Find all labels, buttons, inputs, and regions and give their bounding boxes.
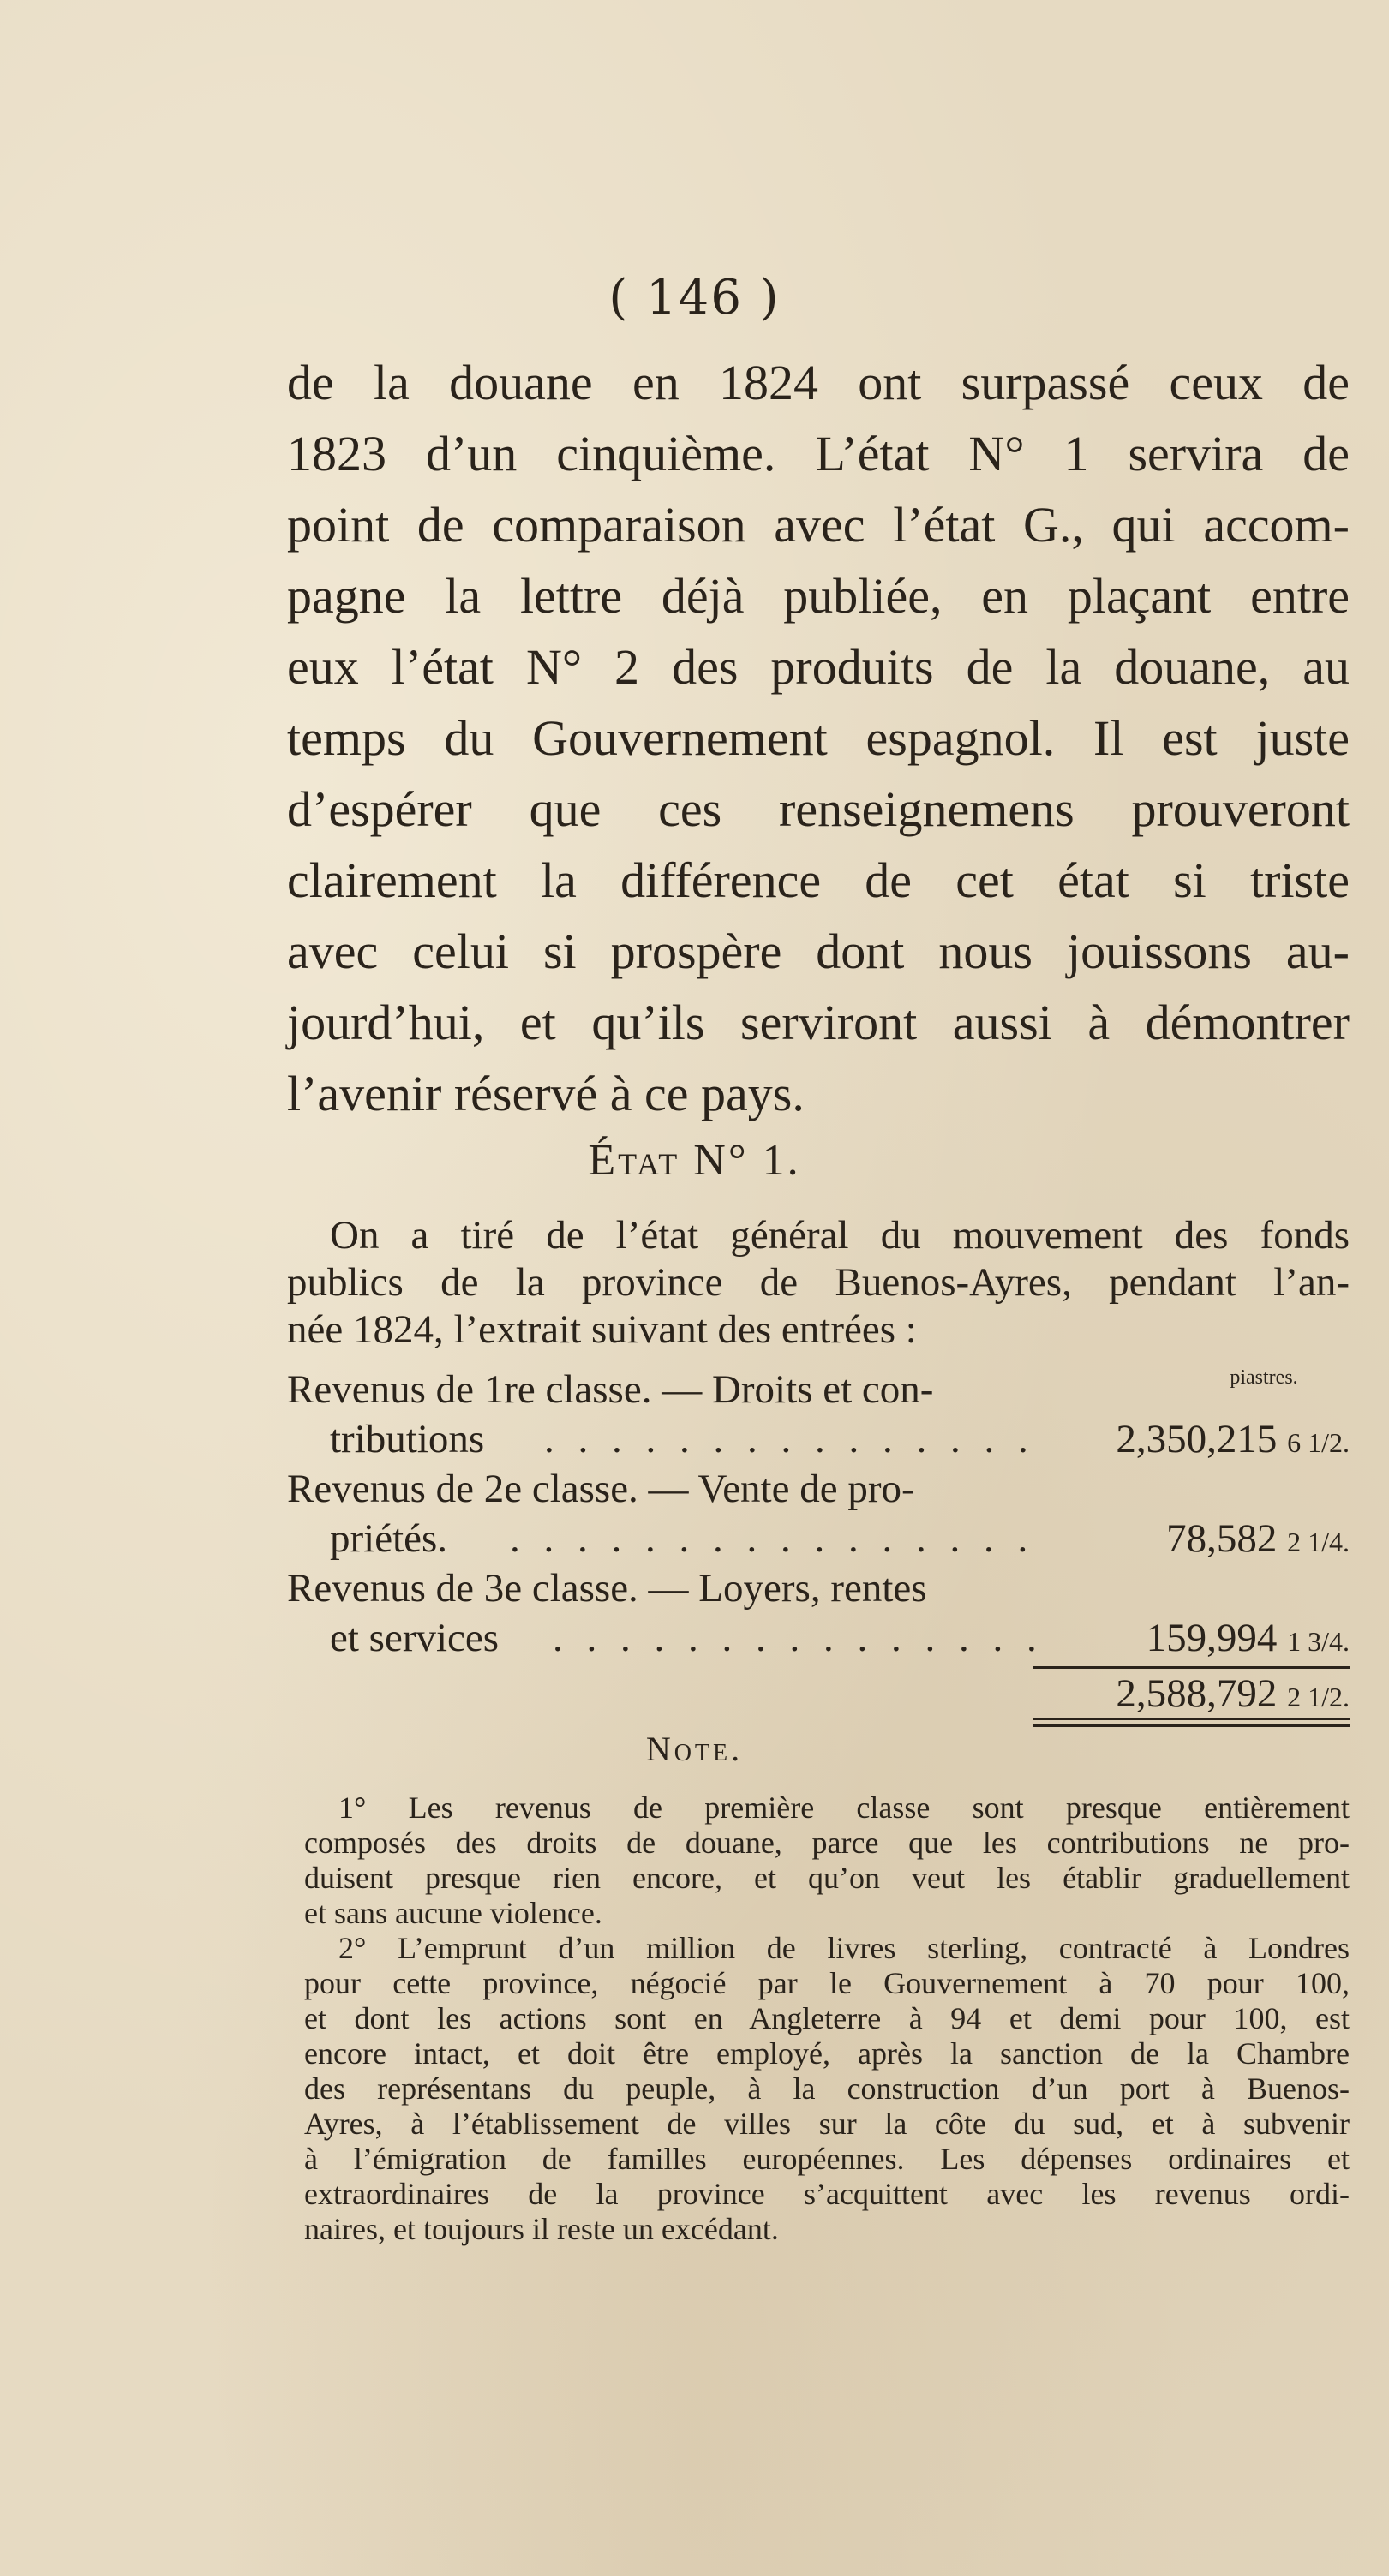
notes-block [304, 1790, 1350, 2247]
body-paragraph [287, 347, 1350, 1129]
amount-fraction: 6 1/2. [1287, 1427, 1350, 1458]
intro-line: On a tiré de l’état général du mouvement des fonds [330, 1213, 1350, 1258]
ledger-desc: Revenus de 3e classe. — Loyers, rentes [287, 1566, 927, 1611]
note-line: 2° L’emprunt d’un million de livres sterling, contracté à Londres [338, 1931, 1350, 1965]
ledger-row-1-line2 [287, 1416, 1350, 1466]
ledger-row-3-line1 [287, 1565, 1350, 1615]
ledger-row-3-line2 [287, 1615, 1350, 1665]
note-line: pour cette province, négocié par le Gouvernement à 70 pour 100, [304, 1966, 1350, 2000]
amount-value: 2,350,215 [1116, 1417, 1278, 1461]
amount-fraction: 2 1/4. [1287, 1527, 1350, 1557]
ledger-desc: et services [330, 1616, 500, 1660]
intro-line: publics de la province de Buenos-Ayres, pendant l’an- [287, 1260, 1350, 1305]
note-line: extraordinaires de la province s’acquittent avec les revenus ordi- [304, 2177, 1350, 2211]
note-title: Note. [645, 1730, 744, 1768]
total-value: 2,588,792 [1116, 1671, 1278, 1716]
note-line: des représentans du peuple, à la construction d’un port à Buenos- [304, 2071, 1350, 2106]
ledger-row-2-line2 [287, 1515, 1350, 1565]
body-line: point de comparaison avec l’état G., qui accom- [287, 497, 1350, 553]
note-line: encore intact, et doit être employé, après la sanction de la Chambre [304, 2036, 1350, 2071]
double-rule-bottom [1033, 1724, 1350, 1727]
unit-label: piastres. [1230, 1366, 1298, 1389]
note-line: à l’émigration de familles européennes. Les dépenses ordinaires et [304, 2142, 1350, 2176]
section-title: État N° 1. [588, 1136, 801, 1185]
note-line: et sans aucune violence. [304, 1896, 602, 1930]
intro-paragraph [287, 1212, 1350, 1354]
ledger-desc: Revenus de 1re classe. — Droits et con- [287, 1367, 934, 1412]
amount-value: 78,582 [1166, 1516, 1278, 1561]
body-line: eux l’état N° 2 des produits de la douane, au [287, 639, 1350, 695]
leader-dots: . . . . . . . . . . . . . . . . [510, 1516, 1035, 1561]
ledger-amount [1166, 1515, 1350, 1562]
ledger-total-row [287, 1671, 1350, 1720]
intro-line: née 1824, l’extrait suivant des entrées : [287, 1307, 917, 1352]
body-line: jourd’hui, et qu’ils serviront aussi à démontrer [287, 995, 1350, 1050]
ledger-total [1116, 1671, 1350, 1717]
total-fraction: 2 1/2. [1287, 1682, 1350, 1712]
note-line: composés des droits de douane, parce que les contributions ne pro- [304, 1826, 1350, 1860]
ledger-desc: priétés. [330, 1516, 448, 1561]
body-line: 1823 d’un cinquième. L’état N° 1 servira de [287, 426, 1350, 481]
body-line: de la douane en 1824 ont surpassé ceux de [287, 355, 1350, 410]
note-line: Ayres, à l’établissement de villes sur la côte du sud, et à subvenir [304, 2107, 1350, 2141]
ledger-row-1-line1 [287, 1366, 1350, 1416]
sum-rule [1033, 1666, 1350, 1669]
body-line: avec celui si prospère dont nous jouissons au- [287, 923, 1350, 979]
note-line: 1° Les revenus de première classe sont presque entièrement [338, 1790, 1350, 1825]
note-line: duisent presque rien encore, et qu’on veut les établir graduellement [304, 1861, 1350, 1895]
leader-dots: . . . . . . . . . . . . . . . [553, 1616, 1044, 1660]
note-line: et dont les actions sont en Angleterre à 94 et demi pour 100, est [304, 2001, 1350, 2035]
amount-fraction: 1 3/4. [1287, 1626, 1350, 1657]
body-line: d’espérer que ces renseignemens prouveront [287, 781, 1350, 837]
ledger-amount [1147, 1615, 1350, 1661]
body-line: pagne la lettre déjà publiée, en plaçant entre [287, 568, 1350, 624]
body-line: temps du Gouvernement espagnol. Il est juste [287, 710, 1350, 766]
ledger-row-2-line1 [287, 1466, 1350, 1515]
double-rule-top [1033, 1718, 1350, 1720]
note-line: naires, et toujours il reste un excédant. [304, 2212, 779, 2246]
page-number: ( 146 ) [608, 270, 781, 326]
ledger-desc: tributions [330, 1417, 485, 1461]
amount-value: 159,994 [1146, 1616, 1278, 1660]
ledger-amount [1116, 1416, 1350, 1462]
leader-dots: . . . . . . . . . . . . . . . [544, 1417, 1035, 1461]
ledger-desc: Revenus de 2e classe. — Vente de pro- [287, 1467, 915, 1511]
body-line: l’avenir réservé à ce pays. [287, 1066, 805, 1121]
body-line: clairement la différence de cet état si triste [287, 852, 1350, 908]
